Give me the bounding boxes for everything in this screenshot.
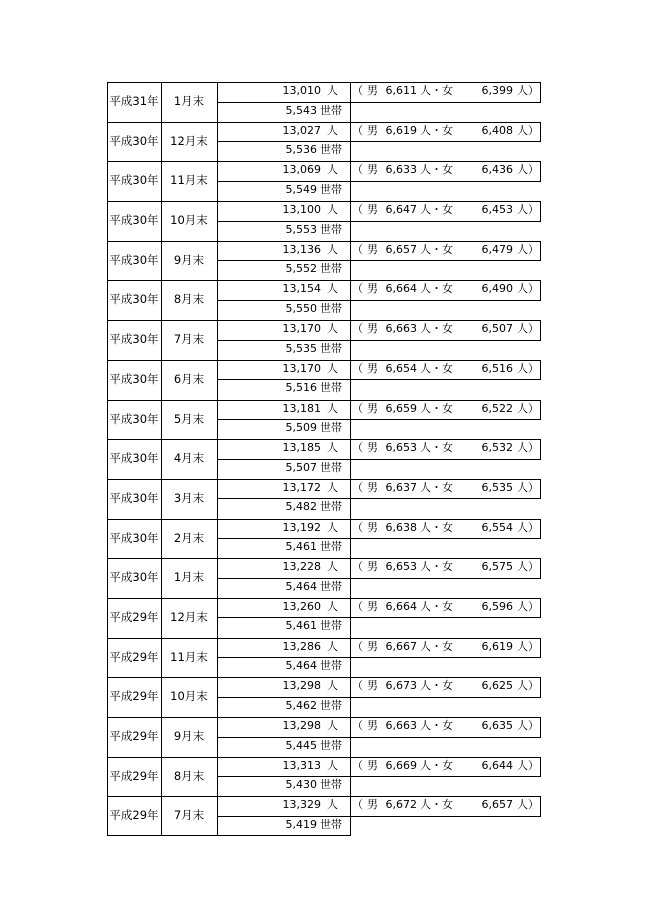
male-value: 6,669 (385, 758, 417, 772)
gender-separator: 人・女 (420, 798, 453, 812)
gender-separator: 人・女 (420, 560, 453, 574)
population-unit: 人 (327, 560, 338, 574)
male-value: 6,653 (385, 560, 417, 574)
era-cell: 平成29年 (109, 609, 159, 624)
close-label: 人） (517, 163, 539, 177)
close-label: 人） (517, 203, 539, 217)
gender-bottom-border (350, 141, 541, 142)
gender-bottom-border (350, 657, 541, 658)
era-cell: 平成30年 (109, 173, 159, 188)
households-value: 5,536 (285, 143, 317, 157)
table-row (107, 360, 541, 400)
open-paren: （ (352, 719, 363, 732)
population-value: 13,185 (282, 441, 321, 455)
male-value: 6,638 (385, 520, 417, 534)
right-border (540, 717, 541, 737)
households-value: 5,507 (285, 460, 317, 474)
households-unit: 世帯 (320, 540, 342, 554)
gender-separator: 人・女 (420, 282, 453, 296)
population-unit: 人 (327, 203, 338, 217)
right-border (540, 796, 541, 816)
close-label: 人） (517, 282, 539, 296)
month-cell: 8月末 (173, 768, 205, 783)
female-value: 6,453 (481, 203, 513, 217)
table-row (107, 241, 541, 281)
close-label: 人） (517, 679, 539, 693)
female-value: 6,532 (481, 441, 513, 455)
right-border (540, 519, 541, 539)
open-paren: （ (352, 242, 363, 256)
gender-separator: 人・女 (420, 719, 453, 732)
gender-bottom-border (350, 776, 541, 777)
population-value: 13,329 (282, 798, 321, 812)
male-label: 男 (367, 322, 378, 336)
population-unit: 人 (327, 123, 338, 137)
era-cell: 平成30年 (109, 490, 159, 505)
month-cell: 3月末 (173, 490, 205, 505)
female-value: 6,575 (481, 560, 513, 574)
open-paren: （ (352, 401, 363, 415)
table-row (107, 598, 541, 638)
households-unit: 世帯 (320, 698, 342, 712)
month-cell: 1月末 (173, 570, 205, 585)
population-value: 13,136 (282, 242, 321, 256)
female-value: 6,516 (481, 361, 513, 375)
close-label: 人） (517, 84, 539, 97)
population-value: 13,228 (282, 560, 321, 574)
male-label: 男 (367, 719, 378, 732)
gender-bottom-border (350, 737, 541, 738)
era-cell: 平成30年 (109, 133, 159, 148)
population-value: 13,100 (282, 203, 321, 217)
month-cell: 10月末 (170, 689, 208, 704)
male-label: 男 (367, 480, 378, 494)
close-label: 人） (517, 520, 539, 534)
gender-bottom-border (350, 459, 541, 460)
era-cell: 平成30年 (109, 371, 159, 386)
population-unit: 人 (327, 719, 338, 732)
era-cell: 平成30年 (109, 332, 159, 347)
gender-bottom-border (350, 260, 541, 261)
month-cell: 9月末 (173, 252, 205, 267)
male-value: 6,647 (385, 203, 417, 217)
households-unit: 世帯 (320, 460, 342, 474)
male-value: 6,673 (385, 679, 417, 693)
population-value: 13,172 (282, 480, 321, 494)
month-cell: 8月末 (173, 292, 205, 307)
population-value: 13,069 (282, 163, 321, 177)
open-paren: （ (352, 163, 363, 177)
population-value: 13,154 (282, 282, 321, 296)
month-cell: 7月末 (173, 808, 205, 823)
table-row (107, 757, 541, 797)
month-cell: 10月末 (170, 213, 208, 228)
male-value: 6,657 (385, 242, 417, 256)
male-label: 男 (367, 679, 378, 693)
female-value: 6,635 (481, 719, 513, 732)
month-cell: 9月末 (173, 729, 205, 743)
table-row (107, 82, 541, 122)
households-value: 5,419 (285, 817, 317, 831)
close-label: 人） (517, 758, 539, 772)
households-unit: 世帯 (320, 341, 342, 355)
close-label: 人） (517, 599, 539, 613)
population-unit: 人 (327, 520, 338, 534)
male-label: 男 (367, 123, 378, 137)
households-value: 5,464 (285, 579, 317, 593)
population-value: 13,260 (282, 599, 321, 613)
female-value: 6,619 (481, 639, 513, 653)
female-value: 6,596 (481, 599, 513, 613)
month-cell: 11月末 (170, 173, 208, 188)
era-cell: 平成29年 (109, 649, 159, 664)
male-label: 男 (367, 441, 378, 455)
households-unit: 世帯 (320, 182, 342, 196)
male-label: 男 (367, 84, 378, 97)
male-value: 6,672 (385, 798, 417, 812)
month-cell: 11月末 (170, 649, 208, 664)
gender-bottom-border (350, 419, 541, 420)
right-border (540, 757, 541, 777)
households-value: 5,550 (285, 301, 317, 315)
population-value: 13,010 (282, 84, 321, 97)
table-row (107, 717, 541, 757)
gender-separator: 人・女 (420, 480, 453, 494)
female-value: 6,399 (481, 84, 513, 97)
male-value: 6,633 (385, 163, 417, 177)
close-label: 人） (517, 322, 539, 336)
male-value: 6,654 (385, 361, 417, 375)
households-value: 5,552 (285, 262, 317, 276)
open-paren: （ (352, 203, 363, 217)
households-unit: 世帯 (320, 500, 342, 514)
population-value: 13,298 (282, 719, 321, 732)
gender-bottom-border (350, 300, 541, 301)
population-unit: 人 (327, 322, 338, 336)
era-cell: 平成29年 (109, 689, 159, 704)
population-unit: 人 (327, 242, 338, 256)
households-unit: 世帯 (320, 619, 342, 633)
male-label: 男 (367, 401, 378, 415)
households-value: 5,464 (285, 659, 317, 673)
gender-separator: 人・女 (420, 758, 453, 772)
female-value: 6,436 (481, 163, 513, 177)
month-cell: 12月末 (170, 609, 208, 624)
households-value: 5,462 (285, 698, 317, 712)
female-value: 6,625 (481, 679, 513, 693)
open-paren: （ (352, 480, 363, 494)
open-paren: （ (352, 361, 363, 375)
population-unit: 人 (327, 758, 338, 772)
table-row (107, 638, 541, 678)
table-row (107, 519, 541, 559)
era-cell: 平成30年 (109, 213, 159, 228)
population-unit: 人 (327, 480, 338, 494)
female-value: 6,535 (481, 480, 513, 494)
table-row (107, 122, 541, 162)
table-row (107, 161, 541, 201)
era-cell: 平成30年 (109, 292, 159, 307)
right-border (540, 598, 541, 618)
right-border (540, 320, 541, 340)
households-unit: 世帯 (320, 143, 342, 157)
close-label: 人） (517, 480, 539, 494)
gender-bottom-border (350, 538, 541, 539)
gender-separator: 人・女 (420, 163, 453, 177)
households-unit: 世帯 (320, 817, 342, 831)
male-label: 男 (367, 798, 378, 812)
male-label: 男 (367, 520, 378, 534)
households-unit: 世帯 (320, 738, 342, 752)
table-row (107, 677, 541, 717)
gender-separator: 人・女 (420, 203, 453, 217)
right-border (540, 122, 541, 142)
male-label: 男 (367, 163, 378, 177)
gender-separator: 人・女 (420, 123, 453, 137)
households-value: 5,549 (285, 182, 317, 196)
gender-bottom-border (350, 221, 541, 222)
table-row (107, 796, 541, 836)
gender-separator: 人・女 (420, 679, 453, 693)
households-value: 5,461 (285, 619, 317, 633)
right-border (540, 82, 541, 102)
open-paren: （ (352, 798, 363, 812)
households-unit: 世帯 (320, 301, 342, 315)
gender-separator: 人・女 (420, 361, 453, 375)
population-unit: 人 (327, 401, 338, 415)
male-value: 6,653 (385, 441, 417, 455)
gender-bottom-border (350, 578, 541, 579)
female-value: 6,479 (481, 242, 513, 256)
right-border (540, 360, 541, 380)
month-cell: 6月末 (173, 371, 205, 386)
open-paren: （ (352, 84, 363, 97)
male-value: 6,619 (385, 123, 417, 137)
close-label: 人） (517, 361, 539, 375)
table-row (107, 320, 541, 360)
households-value: 5,482 (285, 500, 317, 514)
month-cell: 5月末 (173, 411, 205, 426)
open-paren: （ (352, 639, 363, 653)
male-value: 6,659 (385, 401, 417, 415)
male-label: 男 (367, 560, 378, 574)
close-label: 人） (517, 123, 539, 137)
close-label: 人） (517, 798, 539, 812)
population-unit: 人 (327, 441, 338, 455)
population-unit: 人 (327, 361, 338, 375)
male-label: 男 (367, 242, 378, 256)
households-value: 5,509 (285, 421, 317, 434)
male-value: 6,664 (385, 282, 417, 296)
households-value: 5,553 (285, 222, 317, 236)
era-cell: 平成29年 (109, 768, 159, 783)
right-border (540, 638, 541, 658)
table-row (107, 439, 541, 479)
population-unit: 人 (327, 282, 338, 296)
gender-bottom-border (350, 340, 541, 341)
open-paren: （ (352, 560, 363, 574)
gender-separator: 人・女 (420, 441, 453, 455)
table-row (107, 201, 541, 241)
male-value: 6,663 (385, 719, 417, 732)
gender-separator: 人・女 (420, 639, 453, 653)
households-unit: 世帯 (320, 778, 342, 792)
right-border (540, 677, 541, 697)
month-cell: 1月末 (173, 94, 205, 108)
month-cell: 2月末 (173, 530, 205, 545)
male-label: 男 (367, 361, 378, 375)
table-row (107, 479, 541, 519)
month-cell: 7月末 (173, 332, 205, 347)
era-cell: 平成30年 (109, 570, 159, 585)
right-border (540, 201, 541, 221)
era-cell: 平成30年 (109, 451, 159, 466)
households-unit: 世帯 (320, 103, 342, 117)
male-label: 男 (367, 758, 378, 772)
table-row (107, 280, 541, 320)
right-border (540, 558, 541, 578)
male-label: 男 (367, 203, 378, 217)
female-value: 6,657 (481, 798, 513, 812)
population-value: 13,298 (282, 679, 321, 693)
population-value: 13,192 (282, 520, 321, 534)
right-border (540, 439, 541, 459)
female-value: 6,507 (481, 322, 513, 336)
era-cell: 平成29年 (109, 729, 159, 743)
right-border (540, 400, 541, 420)
population-unit: 人 (327, 84, 338, 97)
households-unit: 世帯 (320, 262, 342, 276)
households-unit: 世帯 (320, 421, 342, 434)
female-value: 6,522 (481, 401, 513, 415)
table-row (107, 558, 541, 598)
gender-bottom-border (350, 181, 541, 182)
close-label: 人） (517, 560, 539, 574)
population-value: 13,170 (282, 322, 321, 336)
gender-separator: 人・女 (420, 599, 453, 613)
gender-separator: 人・女 (420, 84, 453, 97)
gender-bottom-border (350, 102, 541, 103)
gender-separator: 人・女 (420, 520, 453, 534)
era-cell: 平成31年 (109, 94, 159, 108)
close-label: 人） (517, 639, 539, 653)
population-document (107, 82, 541, 836)
households-unit: 世帯 (320, 659, 342, 673)
era-cell: 平成30年 (109, 411, 159, 426)
households-value: 5,461 (285, 540, 317, 554)
male-value: 6,637 (385, 480, 417, 494)
population-value: 13,170 (282, 361, 321, 375)
households-value: 5,430 (285, 778, 317, 792)
population-value: 13,181 (282, 401, 321, 415)
population-unit: 人 (327, 599, 338, 613)
households-value: 5,543 (285, 103, 317, 117)
era-cell: 平成30年 (109, 530, 159, 545)
households-unit: 世帯 (320, 381, 342, 395)
male-label: 男 (367, 282, 378, 296)
right-border (540, 161, 541, 181)
gender-bottom-border (350, 498, 541, 499)
population-unit: 人 (327, 639, 338, 653)
male-label: 男 (367, 639, 378, 653)
male-value: 6,667 (385, 639, 417, 653)
open-paren: （ (352, 599, 363, 613)
female-value: 6,554 (481, 520, 513, 534)
male-value: 6,611 (385, 84, 417, 97)
households-value: 5,535 (285, 341, 317, 355)
households-value: 5,445 (285, 738, 317, 752)
right-border (540, 241, 541, 261)
population-value: 13,286 (282, 639, 321, 653)
right-border (540, 280, 541, 300)
gender-bottom-border (350, 697, 541, 698)
open-paren: （ (352, 679, 363, 693)
era-cell: 平成29年 (109, 808, 159, 823)
gender-separator: 人・女 (420, 322, 453, 336)
population-unit: 人 (327, 679, 338, 693)
right-border (540, 479, 541, 499)
gender-separator: 人・女 (420, 242, 453, 256)
table-row (107, 400, 541, 440)
population-value: 13,027 (282, 123, 321, 137)
gender-bottom-border (350, 816, 541, 817)
month-cell: 12月末 (170, 133, 208, 148)
households-unit: 世帯 (320, 579, 342, 593)
female-value: 6,644 (481, 758, 513, 772)
open-paren: （ (352, 441, 363, 455)
female-value: 6,490 (481, 282, 513, 296)
open-paren: （ (352, 123, 363, 137)
close-label: 人） (517, 242, 539, 256)
month-cell: 4月末 (173, 451, 205, 466)
gender-bottom-border (350, 617, 541, 618)
gender-separator: 人・女 (420, 401, 453, 415)
gender-bottom-border (350, 379, 541, 380)
female-value: 6,408 (481, 123, 513, 137)
close-label: 人） (517, 719, 539, 732)
open-paren: （ (352, 282, 363, 296)
male-value: 6,664 (385, 599, 417, 613)
male-label: 男 (367, 599, 378, 613)
households-unit: 世帯 (320, 222, 342, 236)
population-value: 13,313 (282, 758, 321, 772)
era-cell: 平成30年 (109, 252, 159, 267)
close-label: 人） (517, 401, 539, 415)
open-paren: （ (352, 758, 363, 772)
population-unit: 人 (327, 798, 338, 812)
open-paren: （ (352, 322, 363, 336)
male-value: 6,663 (385, 322, 417, 336)
close-label: 人） (517, 441, 539, 455)
open-paren: （ (352, 520, 363, 534)
households-value: 5,516 (285, 381, 317, 395)
population-unit: 人 (327, 163, 338, 177)
